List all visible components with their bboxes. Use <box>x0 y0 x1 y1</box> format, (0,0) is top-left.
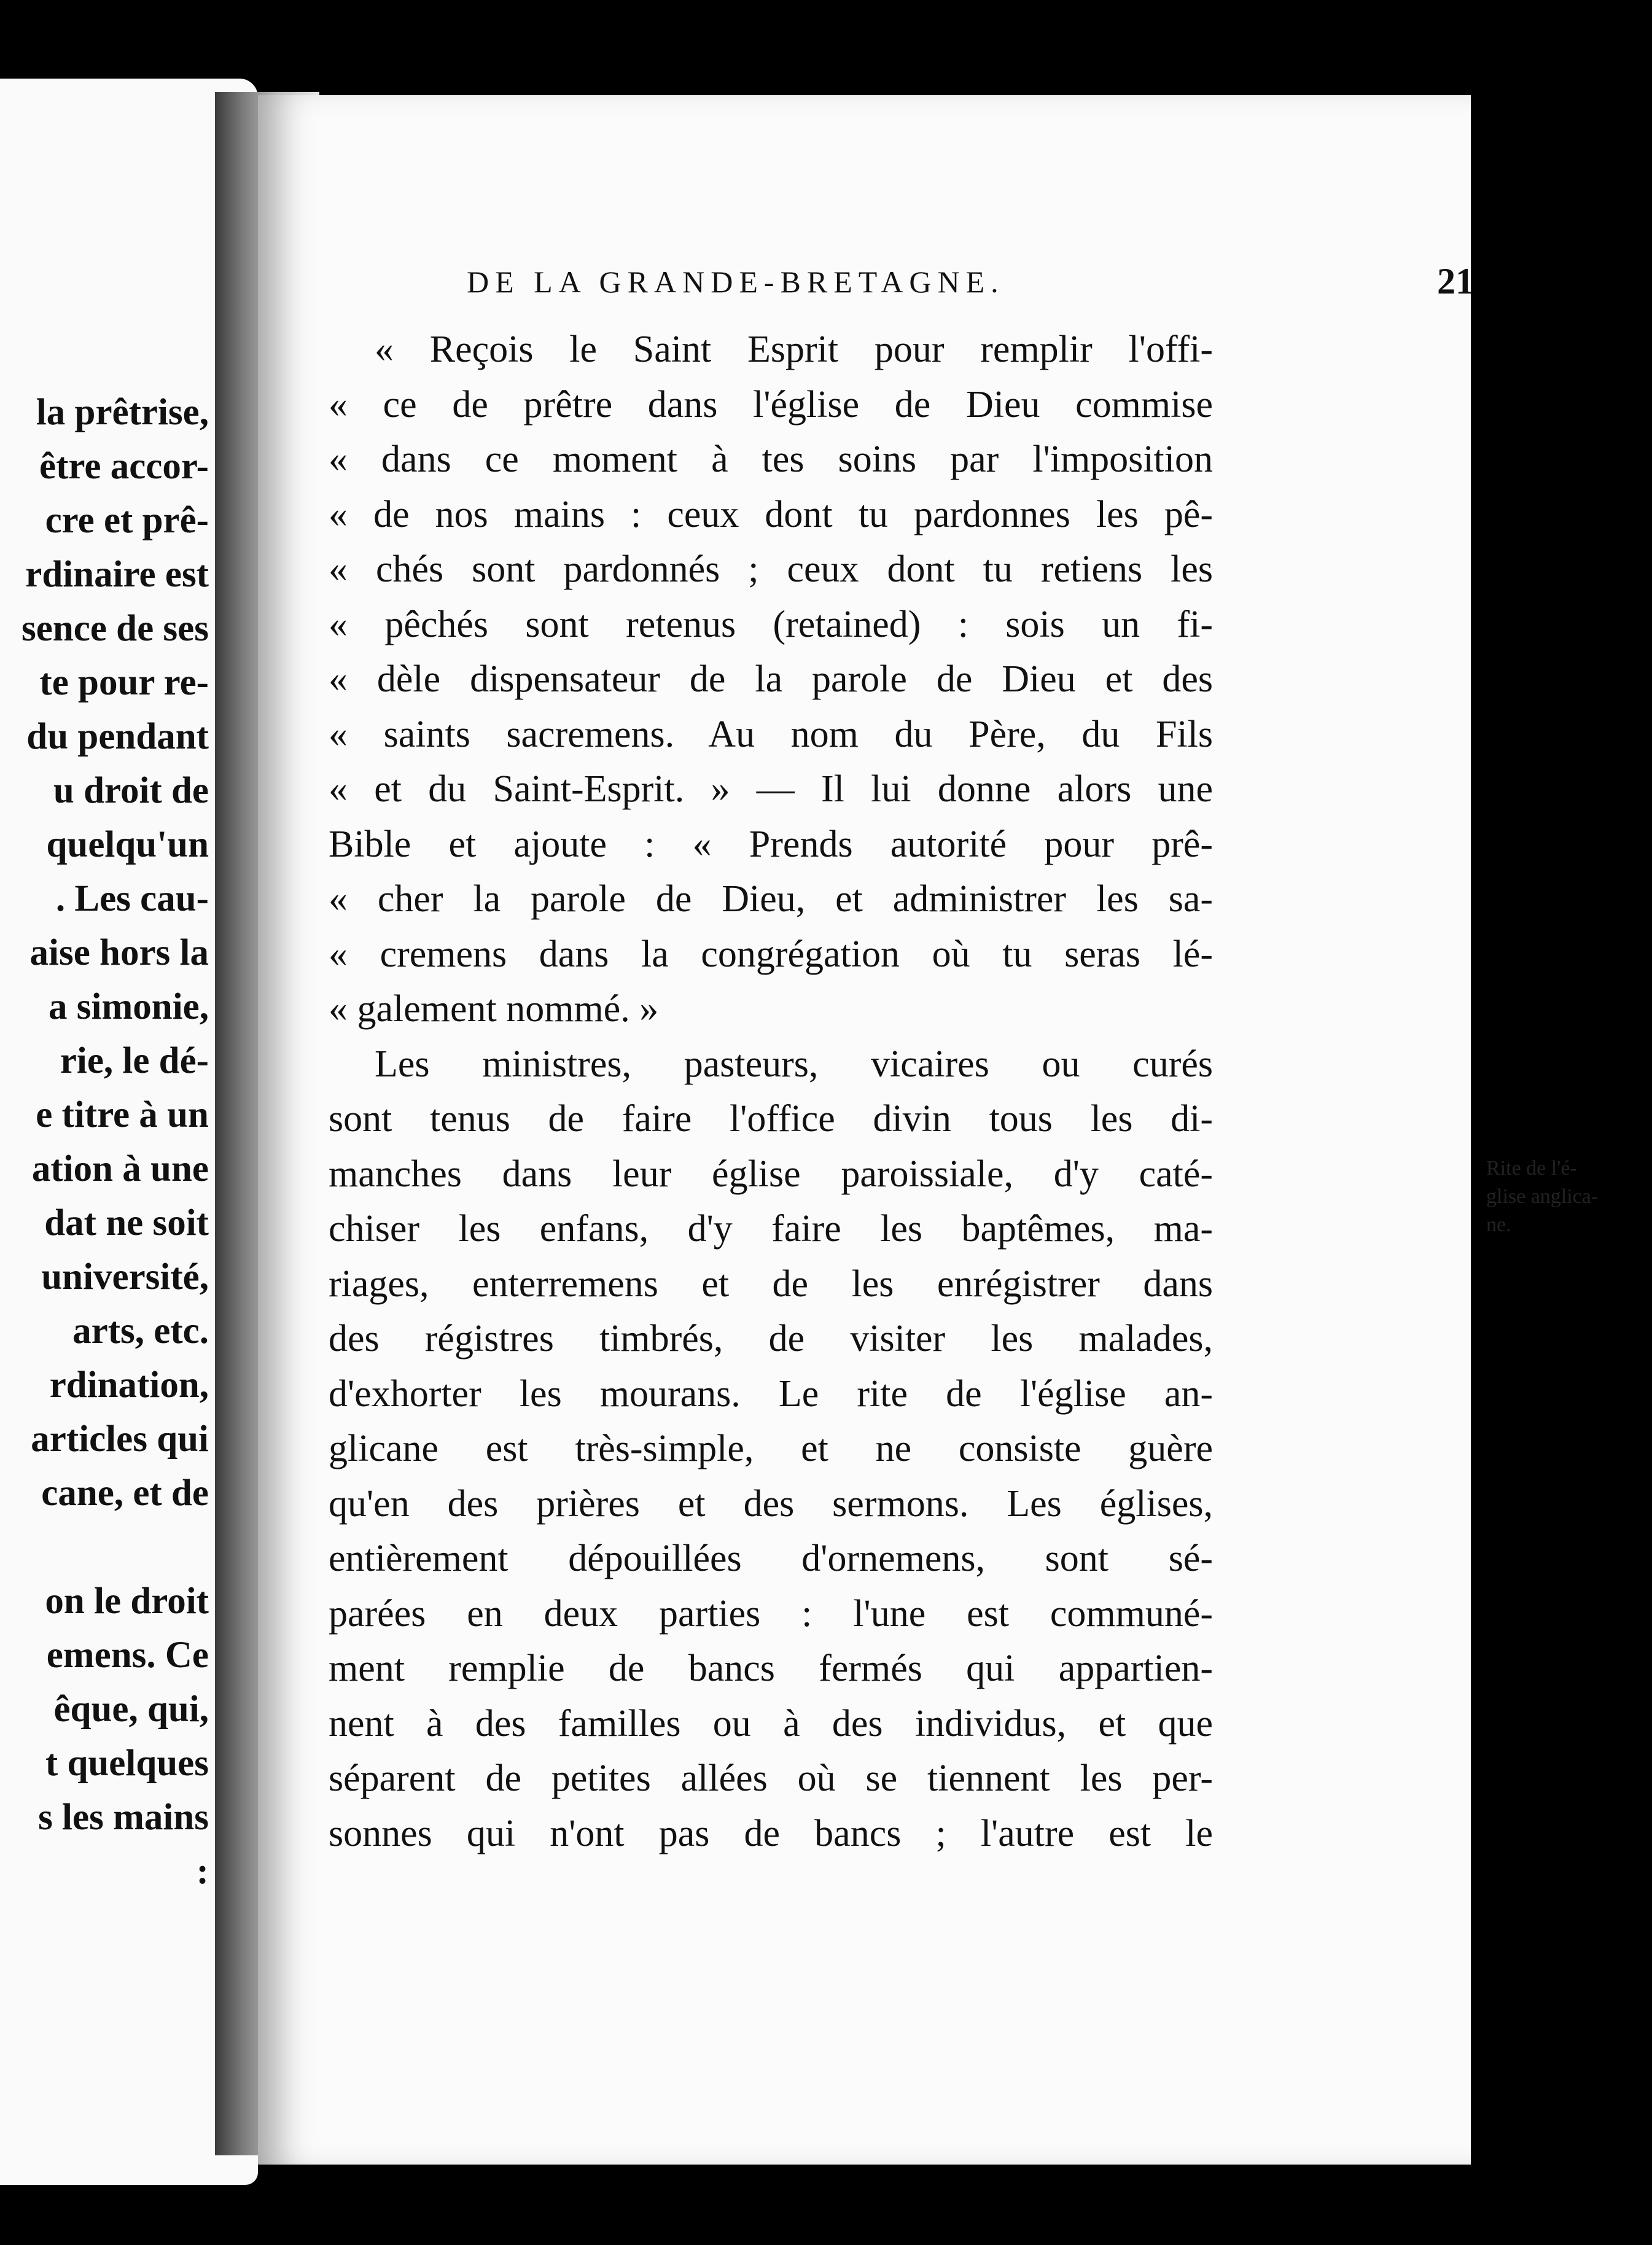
body-line: « cremens dans la congrégation où tu seras lé- <box>329 933 1213 975</box>
left-line: du pendant <box>26 716 209 757</box>
left-line: on le droit <box>45 1581 209 1622</box>
page-number: 21 <box>1437 261 1474 302</box>
left-line: e titre à un <box>36 1094 209 1135</box>
left-line: dat ne soit <box>44 1202 209 1243</box>
left-line <box>21 1520 209 1574</box>
body-line: qu'en des prières et des sermons. Les églises, <box>329 1482 1213 1525</box>
left-line: sence de ses <box>21 608 209 649</box>
left-line: quelqu'un <box>46 824 209 865</box>
left-line: université, <box>41 1256 209 1298</box>
body-line: sont tenus de faire l'office divin tous les di- <box>329 1098 1213 1140</box>
running-head-title: DE LA GRANDE-BRETAGNE. <box>467 265 1005 299</box>
body-line: glicane est très-simple, et ne consiste guère <box>329 1428 1213 1469</box>
body-line: « dèle dispensateur de la parole de Dieu et des <box>329 658 1213 700</box>
left-line: emens. Ce <box>46 1635 209 1676</box>
left-line: la prêtrise, <box>36 392 209 433</box>
body-line: manches dans leur église paroissiale, d'y caté- <box>329 1153 1213 1195</box>
body-line: séparent de petites allées où se tiennent les per- <box>329 1757 1213 1799</box>
body-line: « Reçois le Saint Esprit pour remplir l'offi- <box>375 329 1213 370</box>
body-line: parées en deux parties : l'une est communé- <box>329 1592 1213 1635</box>
left-line: aise hors la <box>29 932 209 973</box>
margin-note-line: Rite de l'é- <box>1486 1157 1577 1180</box>
body-line: ment remplie de bancs fermés qui appartien- <box>329 1648 1213 1689</box>
body-line: riages, enterremens et de les enrégistrer dans <box>329 1263 1213 1305</box>
left-line: a simonie, <box>49 986 209 1027</box>
body-line: Les ministres, pasteurs, vicaires ou curés <box>375 1043 1213 1085</box>
body-line: « dans ce moment à tes soins par l'imposition <box>329 438 1213 480</box>
margin-note-line: ne. <box>1486 1213 1511 1236</box>
left-line: cre et prê- <box>45 500 209 541</box>
margin-note <box>1486 1154 1652 1239</box>
left-line: t quelques <box>45 1743 209 1784</box>
left-line: te pour re- <box>39 662 209 703</box>
body-line: d'exhorter les mourans. Le rite de l'église an- <box>329 1372 1213 1415</box>
left-line: rdinaire est <box>25 554 209 595</box>
body-line: sonnes qui n'ont pas de bancs ; l'autre est le <box>329 1812 1213 1854</box>
left-line: être accor- <box>39 446 209 487</box>
body-line: Bible et ajoute : « Prends autorité pour prê- <box>329 823 1213 865</box>
body-line: « pêchés sont retenus (retained) : sois un fi- <box>329 603 1213 645</box>
body-line: « chés sont pardonnés ; ceux dont tu retiens les <box>329 548 1213 590</box>
left-line: articles qui <box>31 1418 209 1460</box>
body-line: entièrement dépouillées d'ornemens, sont sé- <box>329 1538 1213 1579</box>
left-line: s les mains <box>38 1797 209 1838</box>
margin-note-line: glise anglica- <box>1486 1185 1599 1208</box>
body-line: chiser les enfans, d'y faire les baptêmes, ma- <box>329 1208 1213 1250</box>
left-line: u droit de <box>53 770 209 811</box>
left-line: . Les cau- <box>55 878 209 919</box>
body-text <box>329 322 1213 1861</box>
body-line: « et du Saint-Esprit. » — Il lui donne alors une <box>329 768 1213 810</box>
body-line: « cher la parole de Dieu, et administrer les sa- <box>329 878 1213 920</box>
body-line: « galement nommé. » <box>329 988 659 1030</box>
body-line: « saints sacremens. Au nom du Père, du Fils <box>329 713 1213 755</box>
left-line: ation à une <box>31 1148 209 1189</box>
left-line: rdination, <box>49 1364 209 1406</box>
body-line: « de nos mains : ceux dont tu pardonnes les pê- <box>329 493 1213 535</box>
left-line: : <box>196 1851 209 1892</box>
left-line: cane, et de <box>41 1473 209 1514</box>
left-line: rie, le dé- <box>60 1040 209 1081</box>
left-line: êque, qui, <box>53 1689 209 1730</box>
left-line: arts, etc. <box>72 1310 209 1352</box>
body-line: nent à des familles ou à des individus, et que <box>329 1702 1213 1745</box>
running-head <box>467 261 1474 313</box>
left-page-text <box>21 386 209 1899</box>
body-line: « ce de prêtre dans l'église de Dieu commise <box>329 383 1213 426</box>
body-line: des régistres timbrés, de visiter les malades, <box>329 1318 1213 1360</box>
